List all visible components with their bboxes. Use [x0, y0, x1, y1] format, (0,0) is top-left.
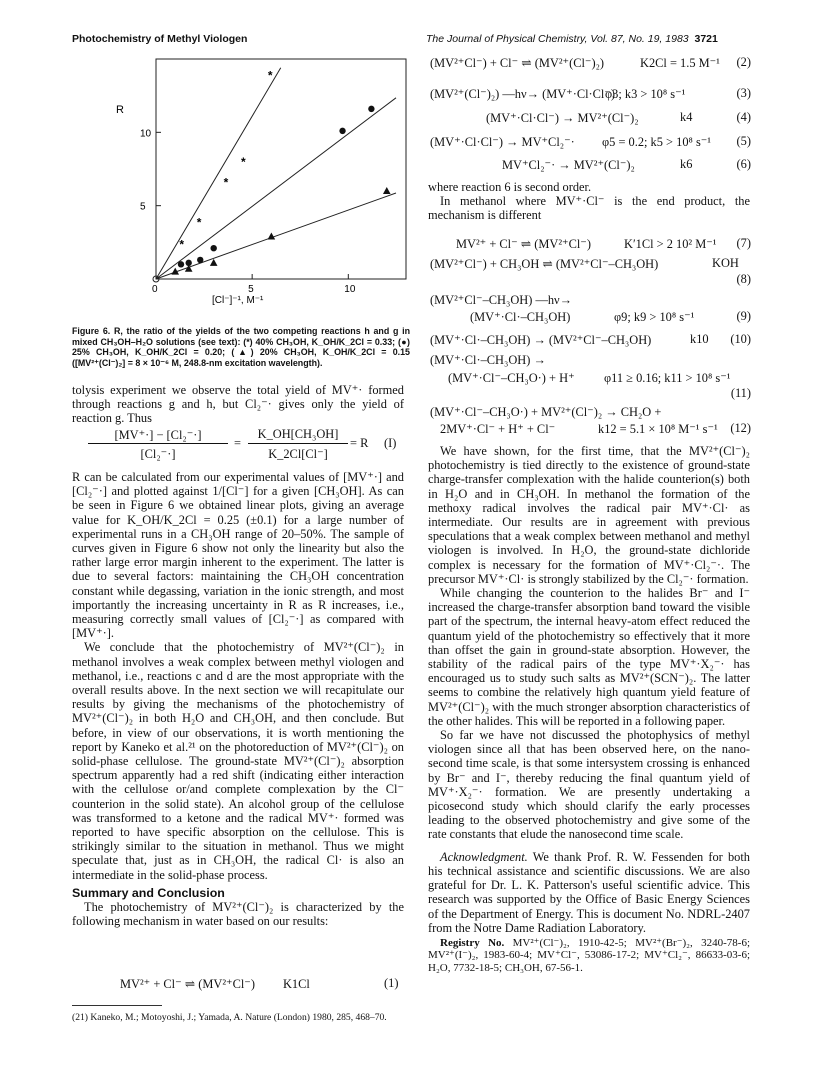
equation-11-constant: φ11 ≥ 0.16; k11 > 10⁸ s⁻¹ [604, 371, 731, 385]
registry-numbers [428, 937, 750, 975]
footnote: (21) Kaneko, M.; Motoyoshi, J.; Yamada, A. Nature (London) 1980, 285, 468–70. [72, 1012, 387, 1023]
data-point-circle [178, 261, 184, 267]
figure-6-plot [100, 55, 410, 320]
equation-9-number: (9) [736, 309, 751, 323]
fit-line [156, 98, 396, 279]
acknowledgment-text: We thank Prof. R. W. Fessenden for both his technical assistance and scientific discussions. We are also grateful for Dr. L. K. Patterson's useful scientific advice. This research was supported by the Office of Basic Energy Sciences of the Department of Energy. This is document No. NDRL-2407 from the Notre Dame Radiation Laboratory. [428, 849, 750, 935]
equation-3-number: (3) [736, 86, 751, 100]
equation-4: (MV⁺·Cl·Cl⁻) → MV²⁺(Cl⁻)₂ [486, 111, 639, 125]
equation-9-product: (MV⁺·Cl·–CH₃OH) [470, 310, 571, 324]
paragraph: R can be calculated from our experimental values of [MV⁺·] and [Cl₂⁻·] and plotted against 1/[Cl⁻] for a given [CH₃OH]. As can be seen in Figure 6 we obtained linear plots, giving an average value for K_OH/K_2Cl = 0.25 (±0.1) for a large number of experimental runs in a CH₃OH range of 20–50%. The sample of curves given in Figure 6 show not only the linearity but also the rather large error margin inherent to the experiment. The latter is due to several factors: maintaining the CH₃OH concentration constant while degassing, variation in the ionic strength, and most importantly the increasing uncertainty in R as R increases, i.e., measuring correctly small values of [Cl₂⁻·] as compared with [MV⁺·]. [72, 470, 404, 641]
eq1-rhs-numerator: K_OH[CH₃OH] [257, 427, 339, 441]
data-point-circle [368, 106, 374, 112]
equation-5: (MV⁺·Cl·Cl⁻) → MV⁺Cl₂⁻· [430, 135, 575, 149]
running-header-journal: The Journal of Physical Chemistry, Vol. 87, No. 19, 1983 3721 [426, 33, 718, 45]
equation-6-constant: k6 [680, 157, 693, 171]
equation-12-constant: k12 = 5.1 × 10⁸ M⁻¹ s⁻¹ [598, 422, 718, 436]
acknowledgment [428, 850, 750, 935]
paragraph: We conclude that the photochemistry of MV²⁺(Cl⁻)₂ in methanol involves a weak complex between methyl viologen and methanol, i.e., reactions c and d are the most appropriate with the overall results above. In the next section we will recapitulate our results by giving the mechanisms of the photochemistry of MV²⁺(Cl⁻)₂ in both H₂O and CH₃OH, and then conclude. But before, in view of our observations, it is worth mentioning the report by Kaneko et al.²¹ on the photoreduction of MV²⁺(Cl⁻)₂ on solid-phase cellulose. The ground-state MV²⁺(Cl⁻)₂ absorption spectrum apparently had a red shift (indicating either interaction with the cellulose or/and complete complexation by the Cl⁻ counterion in the solid state). An alcohol group of the cellulose was transformed to a ketone and the radical MV⁺· formed was reported to have specific absorption on the cellulose. This is strikingly similar to the situation in methanol. Thus we might speculate that, just as in CH₃OH, the radical Cl· is also an intermediate in the solid-phase process. [72, 640, 404, 882]
y-tick-label: 5 [140, 201, 146, 213]
equation-10-number: (10) [730, 332, 751, 346]
equation-8-number: (8) [736, 272, 751, 286]
data-point-triangle [383, 187, 391, 194]
y-axis-label: R [116, 104, 124, 116]
registry-text: MV²⁺(Cl⁻)₂, 1910-42-5; MV²⁺(Br⁻)₂, 3240-78-6; MV²⁺(I⁻)₂, 1983-60-4; MV⁺Cl⁻, 53086-17-2; MV⁺Cl₂⁻, 86633-03-6; H₂O, 7732-18-5; CH₃OH, 67-56-1. [428, 936, 751, 974]
eq1-r: = R [350, 436, 369, 450]
fit-line [156, 193, 396, 279]
right-column-body [428, 444, 750, 974]
equation-2: (MV²⁺Cl⁻) + Cl⁻ ⇌ (MV²⁺(Cl⁻)₂) [430, 56, 605, 70]
data-point-circle [339, 128, 345, 134]
paragraph: tolysis experiment we observe the total yield of MV⁺· formed through reactions g and h, but Cl₂⁻· gives only the yield of reaction g. Thus [72, 383, 404, 426]
footnote-rule [72, 1005, 162, 1006]
data-point-triangle [210, 259, 218, 266]
equation-6: MV⁺Cl₂⁻· → MV²⁺(Cl⁻)₂ [502, 158, 635, 172]
equation-3-constant: φ3; k3 > 10⁸ s⁻¹ [605, 87, 686, 101]
eq1-number: (I) [384, 436, 397, 450]
section-heading: Summary and Conclusion [72, 885, 225, 900]
equation-1-number: (1) [384, 976, 399, 990]
equation-10-constant: k10 [690, 332, 709, 346]
equation-12-number: (12) [730, 421, 751, 435]
equation-7-number: (7) [736, 236, 751, 250]
left-column [72, 383, 404, 426]
equation-12-product: 2MV⁺·Cl⁻ + H⁺ + Cl⁻ [440, 422, 556, 436]
paragraph: where reaction 6 is second order. [428, 180, 592, 194]
paragraph: So far we have not discussed the photophysics of methyl viologen since all that has been observed here, on the nano-second time scale, is that some intersystem crossing is enhanced by Br⁻ and I⁻, thereby reducing the final quantum yield of MV⁺·X₂⁻· formation. We are presently undertaking a picosecond study which should clarify the early processes leading to the observed photochemistry and give some of the rate constants that elude the nanosecond time scale. [428, 728, 750, 842]
equation-5-constant: φ5 = 0.2; k5 > 10⁸ s⁻¹ [602, 135, 712, 149]
equation-4-constant: k4 [680, 110, 693, 124]
y-tick-label: 10 [140, 128, 152, 140]
data-point-star: * [223, 175, 229, 190]
equation-8-constant: KOH [712, 256, 739, 270]
registry-label: Registry No. [440, 936, 505, 949]
fit-line [156, 68, 281, 279]
left-column-body [72, 470, 404, 929]
eq1-lhs-denominator: [Cl₂⁻·] [140, 447, 176, 461]
page-number: 3721 [694, 33, 718, 45]
eq1-rhs-denominator: K_2Cl[Cl⁻] [268, 447, 328, 461]
equation-7-constant: K′1Cl > 2 10² M⁻¹ [624, 237, 717, 251]
right-column-intro [428, 180, 750, 223]
equation-8: (MV²⁺Cl⁻) + CH₃OH ⇌ (MV²⁺Cl⁻–CH₃OH) [430, 257, 659, 271]
equation-10: (MV⁺·Cl·–CH₃OH) → (MV²⁺Cl⁻–CH₃OH) [430, 333, 652, 347]
paragraph: The photochemistry of MV²⁺(Cl⁻)₂ is characterized by the following mechanism in water based on our results: [72, 900, 404, 929]
equation-I: [MV⁺·] − [Cl₂⁻·] [Cl₂⁻·] = K_OH[CH₃OH] K_2Cl[Cl⁻] = R (I) [88, 427, 404, 467]
equation-11-number: (11) [730, 386, 751, 400]
equation-11-product: (MV⁺·Cl⁻–CH₃O·) + H⁺ [448, 371, 575, 385]
paragraph: While changing the counterion to the halides Br⁻ and I⁻ increased the charge-transfer absorption band toward the visible part of the spectrum, the internal heavy-atom effect reduced the quantum yield of the photochemistry so effectively that it more than offset the gain in ground-state absorption. However, the stability of the radical pairs of the type MV⁺·X₂⁻· has encouraged us to study such salts as MV²⁺(SCN⁻)₂. The latter seems to combine the relatively high quantum yield feature of MV²⁺(Cl⁻)₂ with the much stronger absorption characteristics of the other halides. This will be reported in a following paper. [428, 586, 750, 728]
equation-2-number: (2) [736, 55, 751, 69]
eq1-lhs-numerator: [MV⁺·] − [Cl₂⁻·] [114, 428, 202, 442]
paragraph: We have shown, for the first time, that the MV²⁺(Cl⁻)₂ photochemistry is tied directly to the existence of ground-state charge-transfer complexation with the halide counterion(s) both in H₂O and in CH₃OH. In methanol the formation of the methoxy radical involves the radical pair MV⁺·Cl· as intermediate. Our results are in agreement with previous speculations that a weak complex between methanol and methyl viologen is involved. In H₂O, the ground-state dichloride complex is necessary for the formation of MV⁺·Cl₂⁻·. The precursor MV⁺·Cl· is strongly stabilized by the Cl₂⁻· formation. [428, 444, 750, 586]
data-point-star: * [196, 215, 202, 230]
data-point-triangle [268, 232, 276, 239]
equation-2-constant: K2Cl = 1.5 M⁻¹ [640, 56, 720, 70]
x-tick-label: 5 [248, 284, 254, 295]
data-point-circle [210, 245, 216, 251]
figure-caption: Figure 6. R, the ratio of the yields of the two competing reactions h and g in mixed CH₃OH–H₂O solutions (see text): (*) 40% CH₃OH, K_OH/K_2Cl = 0.33; (●) 25% CH₃OH, K_OH/K_2Cl = 0.20; (▲) 20% CH₃OH, K_OH/K_2Cl = 0.15 ([MV²⁺(Cl⁻)₂] = 8 × 10⁻⁶ M, 248.8-nm excitation wavelength). [72, 326, 410, 368]
equation-12: (MV⁺·Cl⁻–CH₃O·) + MV²⁺(Cl⁻)₂ → CH₂O + [430, 405, 662, 419]
data-point-star: * [240, 155, 246, 170]
equation-5-number: (5) [736, 134, 751, 148]
equation-9-constant: φ9; k9 > 10⁸ s⁻¹ [614, 310, 695, 324]
acknowledgment-label: Acknowledgment. [440, 849, 528, 864]
equation-6-number: (6) [736, 157, 751, 171]
data-point-star: * [267, 68, 273, 83]
equation-9: (MV²⁺Cl⁻–CH₃OH) —hν→ [430, 293, 573, 307]
data-point-star: * [179, 237, 185, 252]
x-axis-label: [Cl⁻]⁻¹, M⁻¹ [212, 295, 264, 306]
x-tick-label: 10 [344, 284, 356, 295]
equation-11: (MV⁺·Cl·–CH₃OH) → [430, 353, 546, 367]
equation-4-number: (4) [736, 110, 751, 124]
equation-3: (MV²⁺(Cl⁻)₂) —hν→ (MV⁺·Cl·Cl⁻) [430, 87, 616, 101]
equation-1: MV²⁺ + Cl⁻ ⇌ (MV²⁺Cl⁻) K1Cl [120, 977, 310, 991]
equation-7: MV²⁺ + Cl⁻ ⇌ (MV²⁺Cl⁻) [456, 237, 591, 251]
running-header-title: Photochemistry of Methyl Viologen [72, 33, 248, 45]
data-point-circle [197, 257, 203, 263]
paragraph: In methanol where MV⁺·Cl⁻ is the end product, the mechanism is different [428, 194, 750, 223]
x-tick-label: 0 [152, 284, 158, 295]
